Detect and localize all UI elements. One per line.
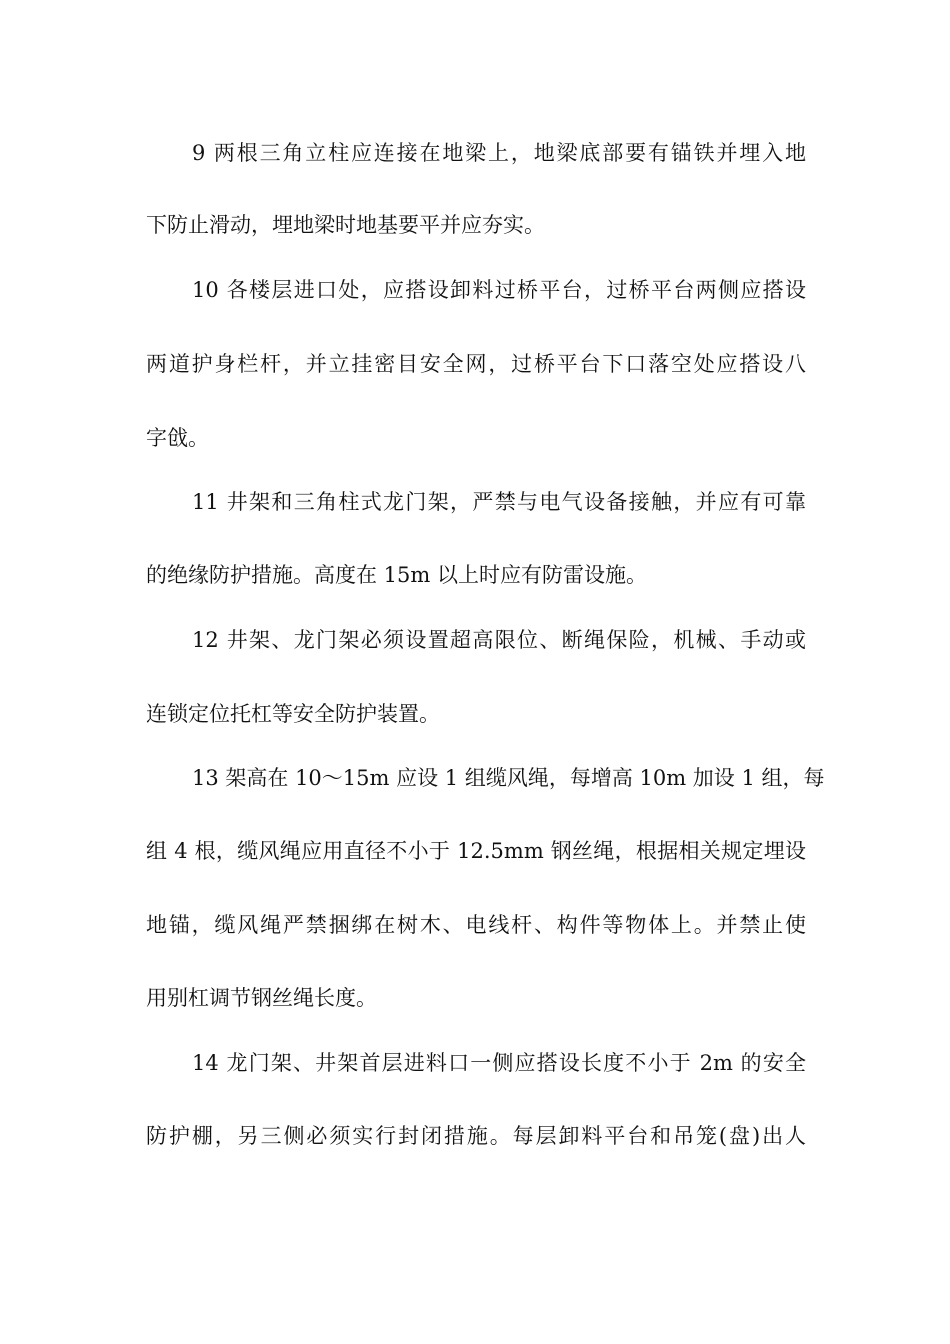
paragraph-14-line-1: 14 龙门架、井架首层进料口一侧应搭设长度不小于 2m 的安全 — [192, 1051, 806, 1075]
paragraph-10-line-1: 10 各楼层进口处，应搭设卸料过桥平台，过桥平台两侧应搭设 — [192, 278, 806, 302]
paragraph-10-line-3: 字戗。 — [146, 426, 209, 450]
paragraph-11-line-1: 11 井架和三角柱式龙门架，严禁与电气设备接触，并应有可靠 — [192, 490, 806, 514]
paragraph-11-line-2: 的绝缘防护措施。高度在 15m 以上时应有防雷设施。 — [146, 563, 647, 587]
paragraph-10-line-2: 两道护身栏杆，并立挂密目安全网，过桥平台下口落空处应搭设八 — [146, 352, 806, 376]
paragraph-13-line-4: 用别杠调节钢丝绳长度。 — [146, 986, 377, 1010]
paragraph-13-line-1: 13 架高在 10～15m 应设 1 组缆风绳，每增高 10m 加设 1 组，每 — [192, 766, 825, 790]
paragraph-14-line-2: 防护棚，另三侧必须实行封闭措施。每层卸料平台和吊笼(盘)出人 — [146, 1124, 806, 1148]
paragraph-12-line-2: 连锁定位托杠等安全防护装置。 — [146, 702, 440, 726]
paragraph-12-line-1: 12 井架、龙门架必须设置超高限位、断绳保险，机械、手动或 — [192, 628, 806, 652]
paragraph-13-line-2: 组 4 根，缆风绳应用直径不小于 12.5mm 钢丝绳，根据相关规定埋设 — [146, 839, 806, 863]
paragraph-13-line-3: 地锚，缆风绳严禁捆绑在树木、电线杆、构件等物体上。并禁止使 — [146, 913, 806, 937]
paragraph-9-line-1: 9 两根三角立柱应连接在地梁上，地梁底部要有锚铁并埋入地 — [192, 141, 806, 165]
paragraph-9-line-2: 下防止滑动，埋地梁时地基要平并应夯实。 — [146, 213, 545, 237]
